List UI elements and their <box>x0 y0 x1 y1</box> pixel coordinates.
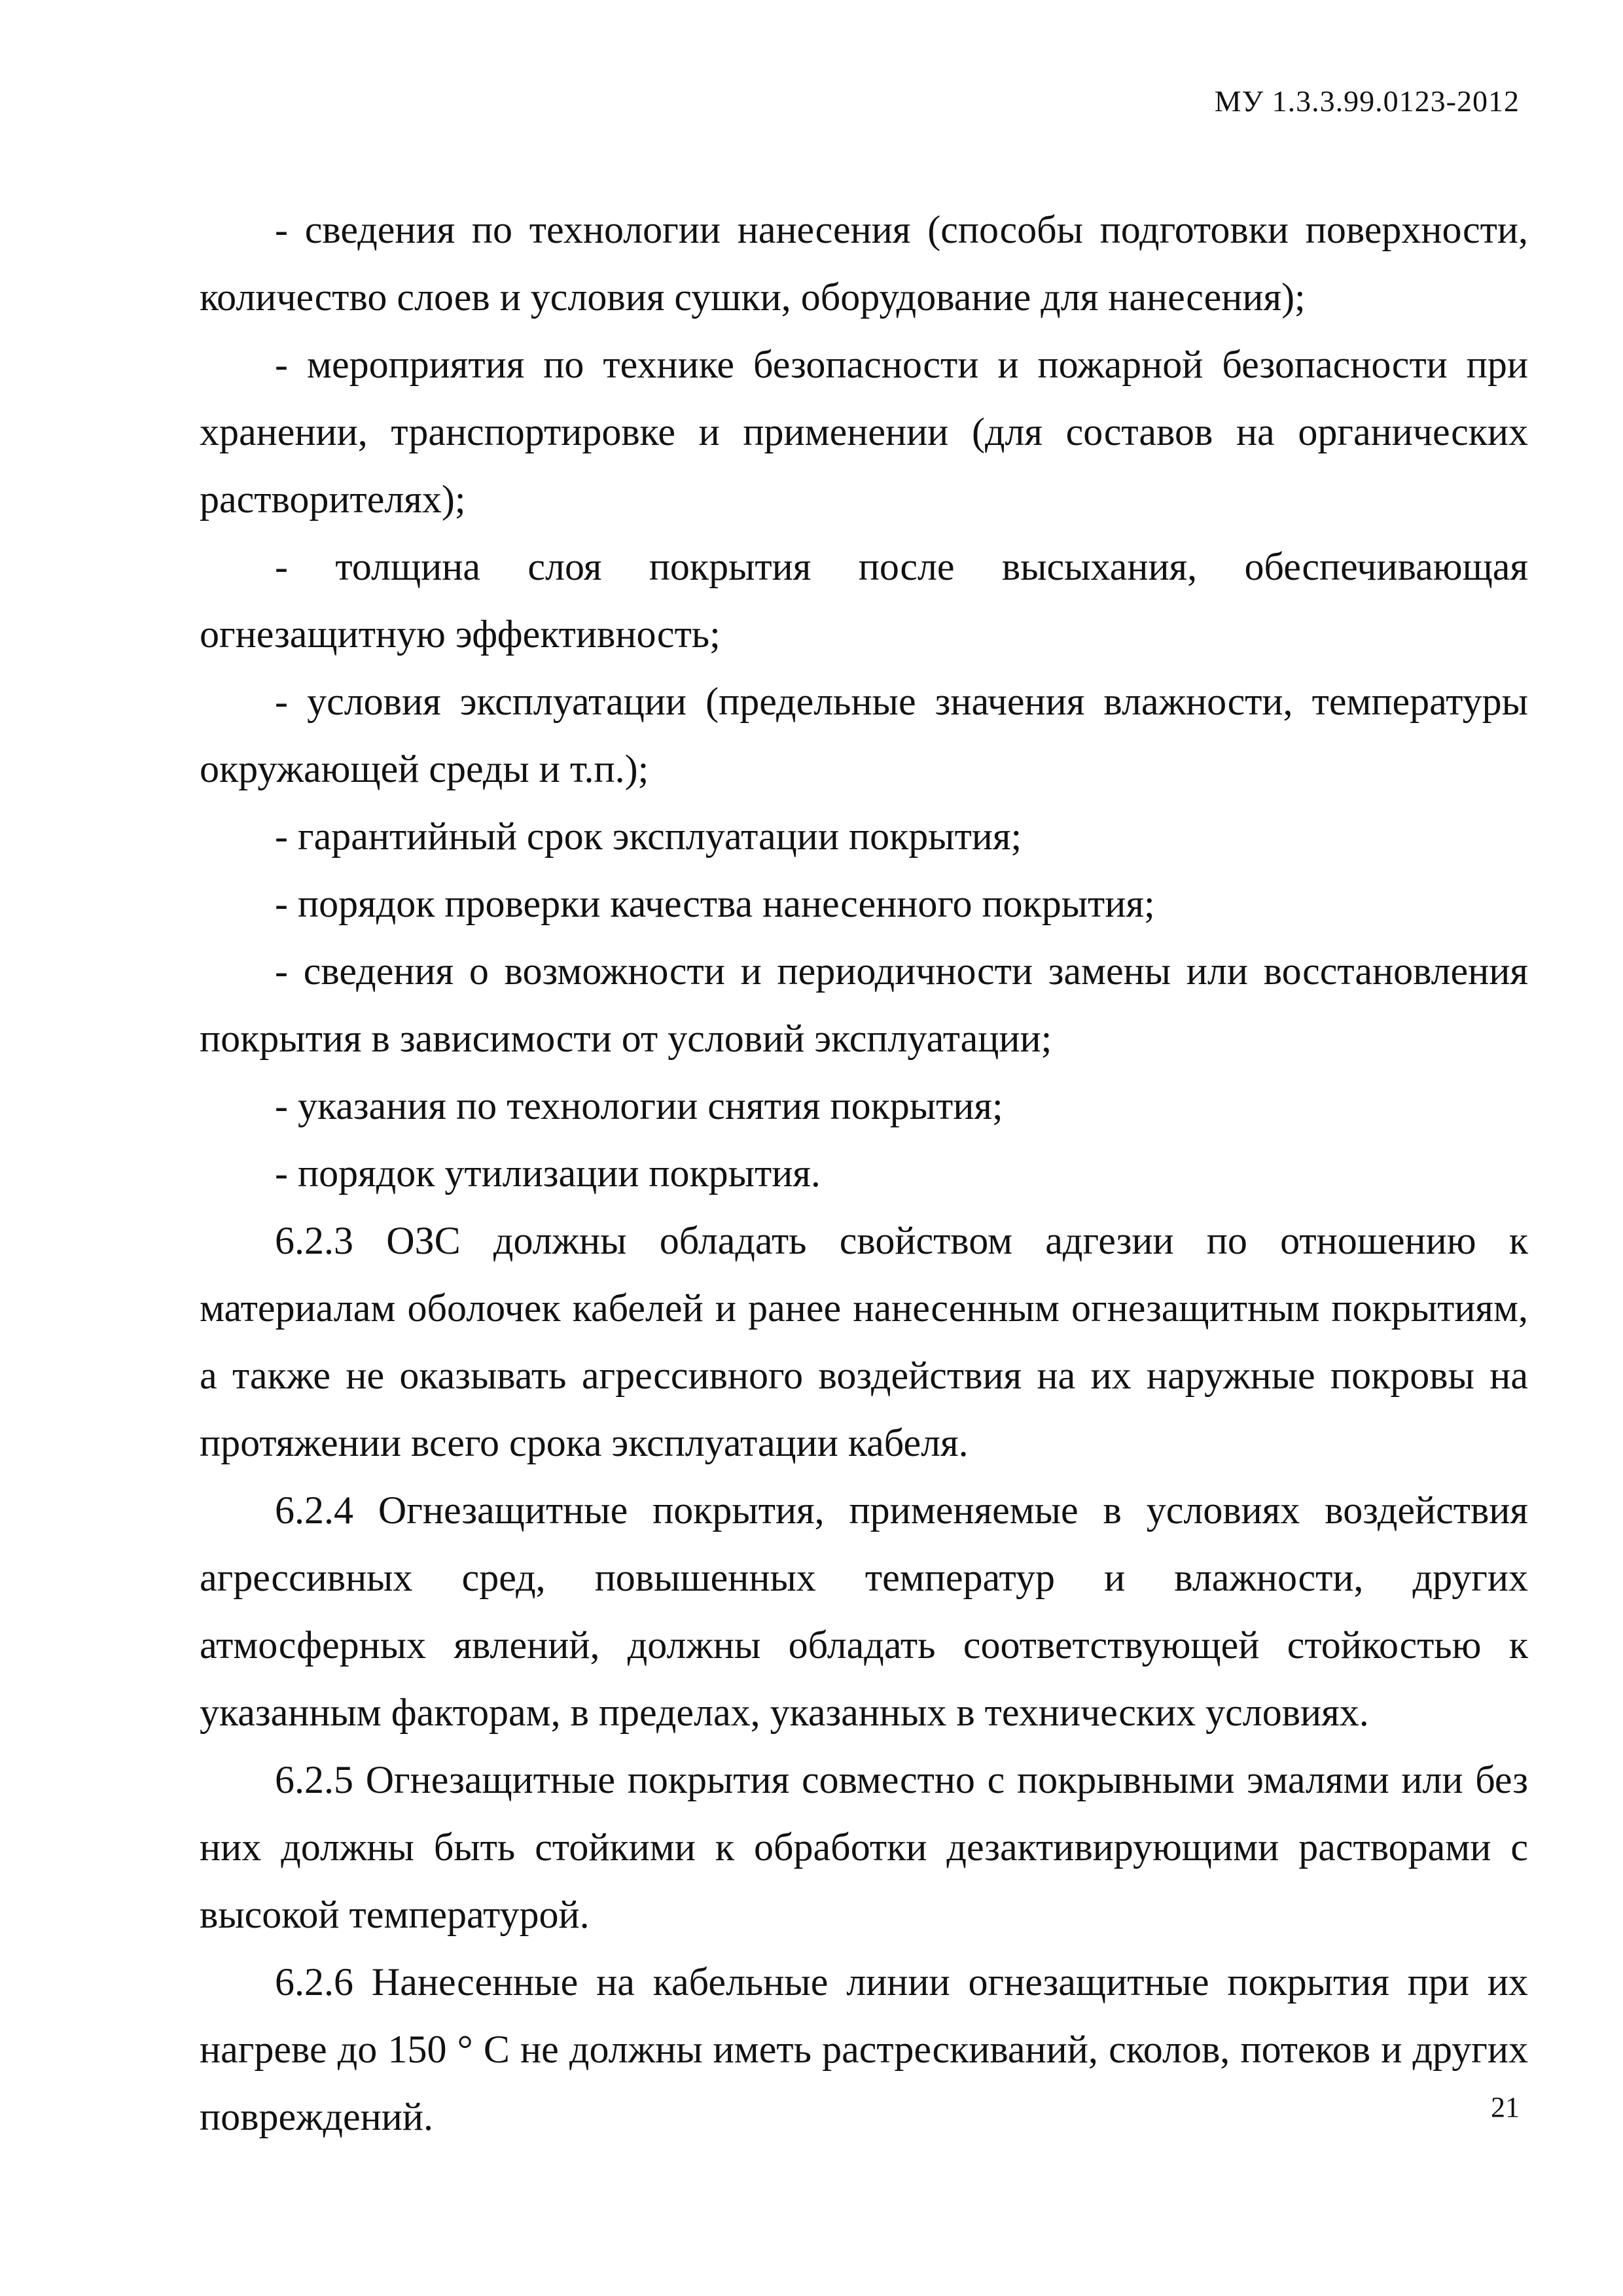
clause-6-2-5: 6.2.5 Огнезащитные покрытия совместно с покрывными эмалями или без них должны быть стойкими к обработки дезактивирующими растворами с высокой температурой. <box>200 1758 1528 1936</box>
clause-6-2-4: 6.2.4 Огнезащитные покрытия, применяемые в условиях воздействия агрессивных сред, повышенных температур и влажности, других атмосферных явлений, должны обладать соответствующей стойкостью к указанным факторам, в пределах, указанных в технических условиях. <box>200 1489 1528 1734</box>
list-item-application-technology: - сведения по технологии нанесения (способы подготовки поверхности, количество слоев и условия сушки, оборудование для нанесения); <box>200 208 1528 319</box>
page-number: 21 <box>1491 2091 1520 2123</box>
list-item-coating-thickness: - толщина слоя покрытия после высыхания, обеспечивающая огнезащитную эффективность; <box>200 545 1528 656</box>
list-item-warranty-period: - гарантийный срок эксплуатации покрытия; <box>275 815 1022 858</box>
list-item-safety-measures: - мероприятия по технике безопасности и пожарной безопасности при хранении, транспортировке и применении (для составов на органических растворителях); <box>200 343 1528 521</box>
list-item-replacement-info: - сведения о возможности и периодичности замены или восстановления покрытия в зависимости от условий эксплуатации; <box>200 949 1528 1060</box>
clause-6-2-6: 6.2.6 Нанесенные на кабельные линии огнезащитные покрытия при их нагреве до 150 ° С не должны иметь растрескиваний, сколов, потеков и других повреждений. <box>200 1960 1528 2138</box>
clause-6-2-3: 6.2.3 ОЗС должны обладать свойством адгезии по отношению к материалам оболочек кабелей и ранее нанесенным огнезащитным покрытиям, а также не оказывать агрессивного воздействия на их наружные покровы на протяжении всего срока эксплуатации кабеля. <box>200 1219 1528 1464</box>
list-item-operating-conditions: - условия эксплуатации (предельные значения влажности, температуры окружающей среды и т.п.); <box>200 680 1528 790</box>
list-item-quality-check: - порядок проверки качества нанесенного покрытия; <box>275 882 1155 925</box>
document-code-header: МУ 1.3.3.99.0123-2012 <box>1214 84 1520 118</box>
document-body <box>200 196 1528 2151</box>
list-item-removal-technology: - указания по технологии снятия покрытия; <box>275 1084 1003 1127</box>
list-item-disposal: - порядок утилизации покрытия. <box>275 1152 821 1195</box>
